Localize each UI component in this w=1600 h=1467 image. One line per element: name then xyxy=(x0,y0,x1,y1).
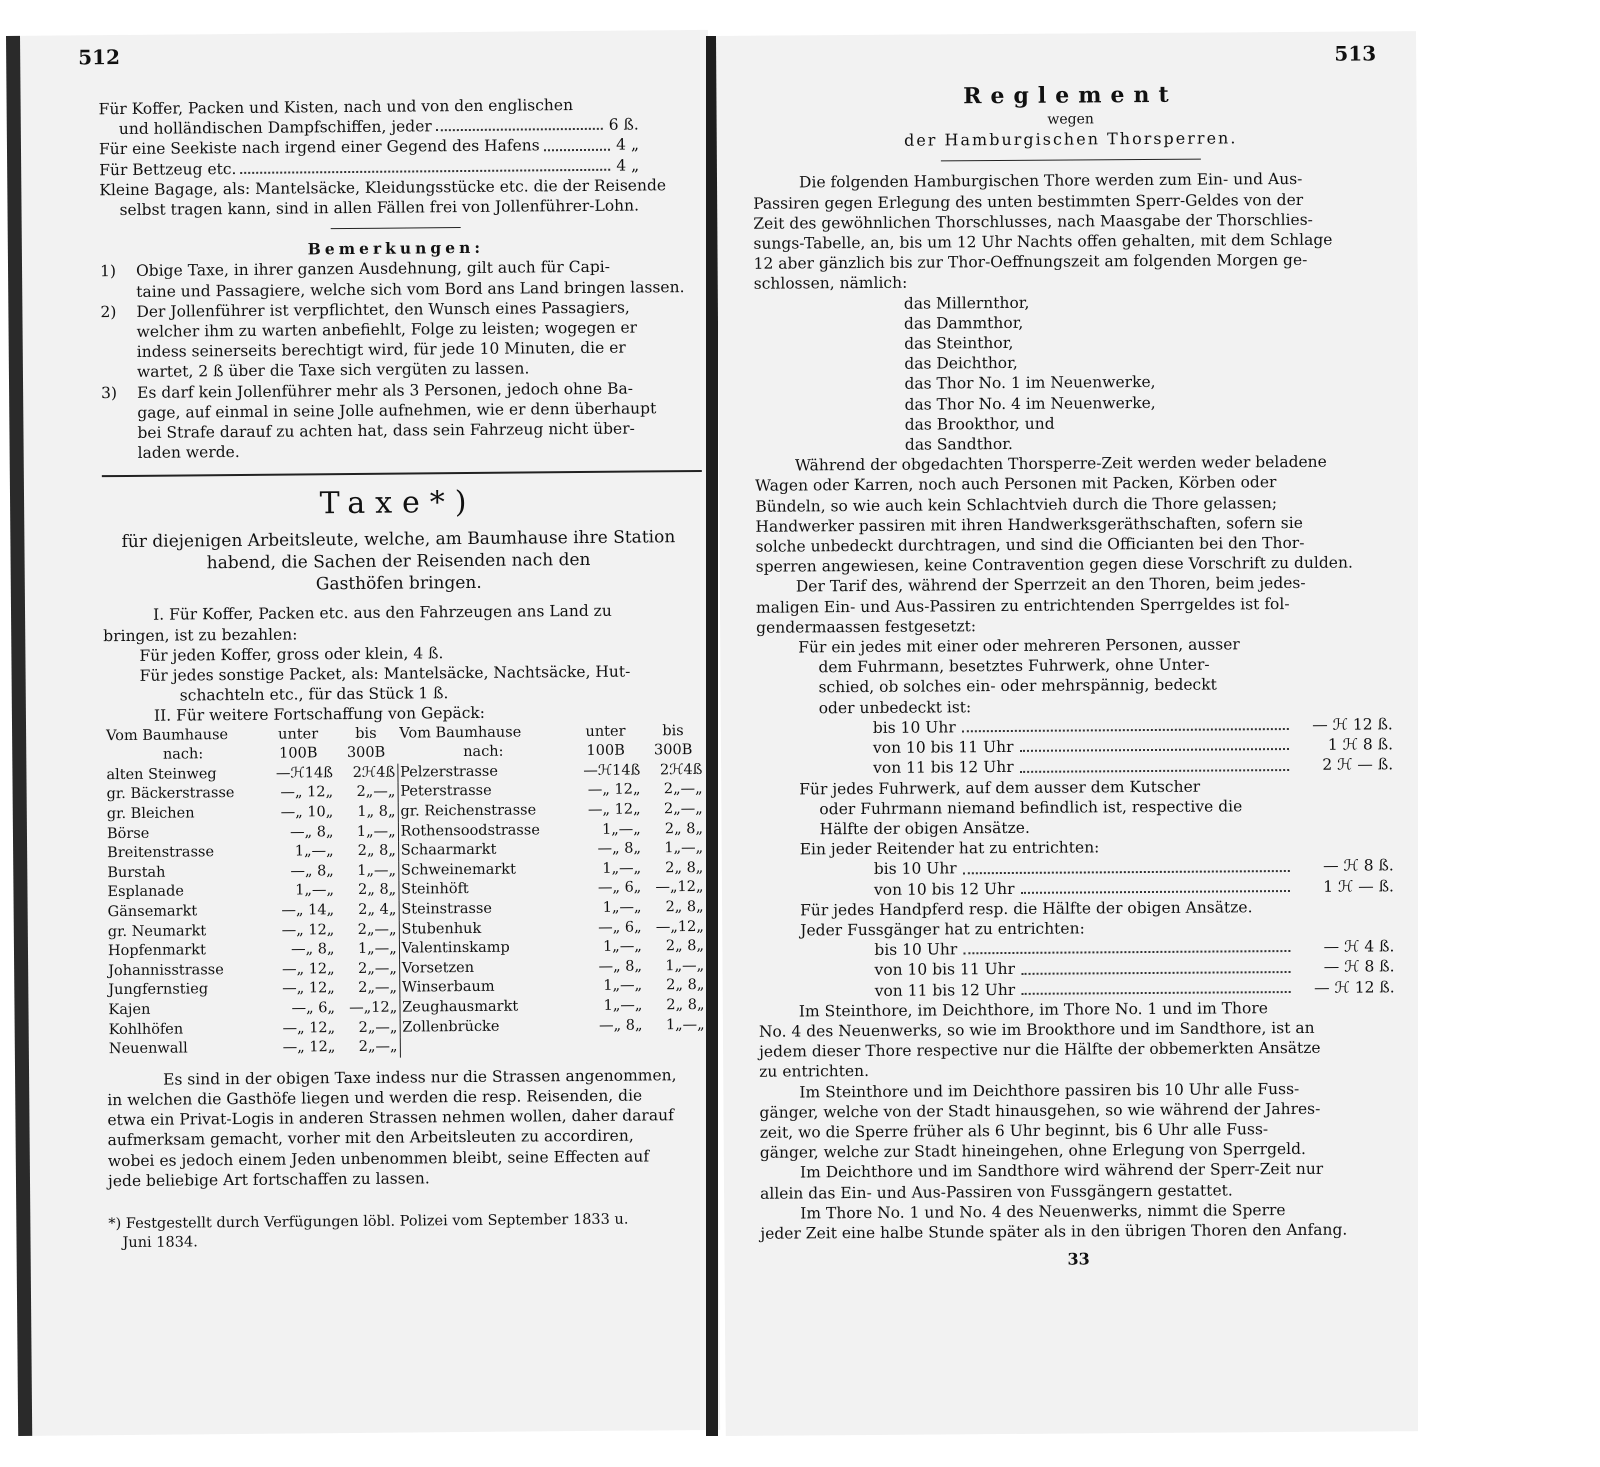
taxe-subtitle: habend, die Sachen der Reisenden nach den xyxy=(206,550,591,574)
rate-amount: 1 ℋ 8 ß. xyxy=(1327,735,1394,754)
paragraph-free-passage xyxy=(759,1078,1396,1163)
paragraph-line: Wagen oder Karren, noch auch Personen mit Packen, Körben oder xyxy=(755,473,1277,496)
price-upto-cell: 2„ 8„ xyxy=(665,859,704,877)
price-under-cell: —„ 6„ xyxy=(291,1000,336,1017)
small-baggage-line: selbst tragen kann, sind in allen Fällen frei von Jollenführer-Lohn. xyxy=(119,196,640,220)
destination-cell: Neuenwall xyxy=(108,1040,188,1058)
rate-amount: — ℋ 8 ß. xyxy=(1323,957,1395,977)
paragraph-line: Jeder Fussgänger hat zu entrichten: xyxy=(800,919,1085,940)
taxe-title: Taxe*) xyxy=(319,485,477,522)
price-upto-cell: 1„—„ xyxy=(665,1016,705,1033)
paragraph-line: Handwerker passiren mit ihren Handwerksgeräthschaften, sofern sie xyxy=(755,513,1303,536)
intro-line: Zeit des gewöhnlichen Thorschlusses, nach Maasgabe der Thorschlies- xyxy=(753,210,1313,233)
rate-time: von 10 bis 12 Uhr xyxy=(873,879,1015,899)
price-upto-cell: 2„ 8„ xyxy=(666,996,705,1014)
destination-cell: Gänsemarkt xyxy=(107,903,198,921)
price-under-cell: —„ 12„ xyxy=(282,1039,336,1056)
remark-item xyxy=(100,256,692,302)
rate-time: bis 10 Uhr xyxy=(874,940,958,960)
gate-item: das Thor No. 1 im Neuenwerke, xyxy=(904,373,1156,394)
destination-cell: Hopfenmarkt xyxy=(107,942,206,960)
rate-amount: — ℋ 12 ß. xyxy=(1312,715,1393,734)
price-upto-cell: 1„—„ xyxy=(665,957,705,975)
col-header-to: nach: xyxy=(162,746,204,763)
paragraph-line: Für jedes Fuhrwerk, auf dem ausser dem Kutscher xyxy=(799,777,1201,798)
remark-line: welcher ihm zu warten anbefiehlt, Folge zu leisten; wogegen er xyxy=(136,318,638,341)
price-upto-cell: 1„ 8„ xyxy=(335,803,398,823)
divider-long xyxy=(102,470,702,477)
gate-item: das Thor No. 4 im Neuenwerke, xyxy=(904,393,1156,414)
divider xyxy=(331,227,461,229)
closing-line: in welchen die Gasthöfe liegen und werden die resp. Reisenden, die xyxy=(107,1086,643,1110)
paragraph-line: zeit, wo die Sperre früher als 6 Uhr beginnt, bis 6 Uhr alle Fuss- xyxy=(759,1120,1269,1142)
rate-time: von 11 bis 12 Uhr xyxy=(873,758,1014,778)
price-under-cell: 1„—„ xyxy=(602,899,642,916)
price-under-cell: 1„—„ xyxy=(295,882,335,899)
paragraph-line: maligen Ein- und Aus-Passiren zu entrichtenden Sperrgeldes ist fol- xyxy=(755,594,1290,617)
price-under-cell: 1„—„ xyxy=(603,977,643,995)
signature-mark: 33 xyxy=(1067,1249,1090,1269)
price-under-cell: 1„—„ xyxy=(294,843,334,860)
paragraph-line: Im Steinthore und im Deichthore passiren bis 10 Uhr alle Fuss- xyxy=(799,1079,1300,1101)
price-under-cell: —„ 12„ xyxy=(280,784,334,802)
remark-item xyxy=(101,378,694,464)
intro-line: sungs-Tabelle, an, bis um 12 Uhr Nachts offen gehalten, mit dem Schlage xyxy=(753,230,1333,253)
price-under-cell: —„ 6„ xyxy=(598,919,642,936)
rate-row xyxy=(800,876,1394,900)
fee-list xyxy=(99,94,692,220)
taxe-subtitle: Gasthöfen bringen. xyxy=(315,573,482,595)
col-header-weight: 300B xyxy=(346,744,386,762)
closing-paragraph xyxy=(107,1065,700,1191)
paragraph-line: dem Fuhrmann, besetztes Fuhrwerk, ohne Unter- xyxy=(818,655,1210,677)
small-baggage-line: Kleine Bagage, als: Mantelsäcke, Kleidungsstücke etc. die der Reisende xyxy=(99,176,667,200)
col-header-weight: 100B xyxy=(279,745,318,762)
destination-cell: Schweinemarkt xyxy=(400,861,516,879)
destination-cell: Zollenbrücke xyxy=(402,1018,500,1036)
price-under-cell: —„ 8„ xyxy=(290,862,334,880)
paragraph-later-start xyxy=(760,1199,1396,1244)
price-upto-cell: 2„—„ xyxy=(337,1038,400,1058)
price-upto-cell: —„12„ xyxy=(655,918,704,935)
closing-line: aufmerksam gemacht, vorher mit den Arbeitsleuten zu accordiren, xyxy=(107,1126,634,1150)
paragraph-line: Für jedes Handpferd resp. die Hälfte der obigen Ansätze. xyxy=(800,897,1253,920)
remark-line: bei Strafe darauf zu achten hat, dass sein Fahrzeug nicht über- xyxy=(137,419,635,442)
destination-cell: Steinstrasse xyxy=(401,900,493,918)
paragraph-line: Während der obgedachten Thorsperre-Zeit werden weder beladene xyxy=(794,452,1327,475)
remark-line: Obige Taxe, in ihrer ganzen Ausdehnung, gilt auch für Capi- xyxy=(135,258,611,281)
remark-number: 3) xyxy=(101,383,118,402)
price-upto-cell: 2„—„ xyxy=(337,1018,400,1038)
price-under-cell: 1„—„ xyxy=(603,997,643,1014)
remark-line: Es darf kein Jollenführer mehr als 3 Personen, jedoch ohne Ba- xyxy=(137,379,634,402)
intro-line: schlossen, nämlich: xyxy=(753,274,908,294)
remark-line: indess seinerseits berechtigt wird, für jede 10 Minuten, die er xyxy=(136,338,626,362)
destination-cell: Steinhöft xyxy=(401,881,469,899)
paragraph-line: Hälfte der obigen Ansätze. xyxy=(819,818,1030,839)
fee-amount: 6 ß. xyxy=(608,115,639,134)
price-upto-cell: 2„—„ xyxy=(336,920,399,940)
rate-amount: 1 ℋ — ß. xyxy=(1323,876,1395,896)
remark-number: 1) xyxy=(99,262,117,281)
paragraph-line: No. 4 des Neuenwerks, so wie im Brookthore und im Sandthore, ist an xyxy=(758,1018,1315,1041)
price-upto-cell: 2„—„ xyxy=(663,781,703,798)
right-page xyxy=(716,31,1426,1436)
destination-cell: Pelzerstrasse xyxy=(400,763,498,781)
fee-amount: 4 „ xyxy=(616,135,640,155)
remarks-heading: Bemerkungen: xyxy=(307,238,485,259)
col-header-weight: 100B xyxy=(586,742,625,760)
price-upto-cell: 2„ 8„ xyxy=(666,977,705,994)
rate-time: bis 10 Uhr xyxy=(873,859,957,879)
closing-line: wobei es jedoch einem Jeden unbenommen bleibt, seine Effecten auf xyxy=(107,1147,650,1170)
col-header-upto: bis xyxy=(355,725,377,742)
intro-paragraph xyxy=(753,169,1390,295)
destination-cell: Stubenhuk xyxy=(401,920,482,938)
col-header-upto: bis xyxy=(662,722,684,739)
book-gutter xyxy=(706,36,718,1436)
paragraph-tariff xyxy=(756,573,1392,638)
remarks-list xyxy=(100,256,694,463)
rate-time: bis 10 Uhr xyxy=(872,718,956,737)
price-under-cell: —„ 6„ xyxy=(597,879,642,897)
paragraph-line: Für ein jedes mit einer oder mehreren Personen, ausser xyxy=(798,635,1240,657)
destination-cell: Breitenstrasse xyxy=(107,844,215,862)
rate-time: von 10 bis 11 Uhr xyxy=(872,738,1014,758)
divider xyxy=(941,159,1201,162)
table-body xyxy=(104,761,707,1060)
destination-cell: Vorsetzen xyxy=(401,959,475,977)
section-heading: I. Für Koffer, Packen etc. aus den Fahrzeugen ans Land zu xyxy=(152,602,612,625)
intro-line: 12 aber gänzlich bis zur Thor-Oeffnungszeit am folgenden Morgen ge- xyxy=(753,251,1308,273)
price-upto-cell: 2„ 8„ xyxy=(664,820,704,837)
remark-line: wartet, 2 ß über die Taxe sich vergüten zu lassen. xyxy=(136,359,530,382)
remark-item xyxy=(100,297,693,383)
section-item: Für jedes sonstige Packet, als: Mantelsäcke, Nachtsäcke, Hut- xyxy=(139,662,631,685)
paragraph-line: gänger, welche von der Stadt hinausgehen, so wie während der Jahres- xyxy=(759,1099,1321,1122)
price-upto-cell: 2„ 8„ xyxy=(665,938,705,955)
price-under-cell xyxy=(572,1036,645,1056)
destination-cell: gr. Neumarkt xyxy=(107,922,207,940)
fee-line: Für Koffer, Packen und Kisten, nach und von den englischen xyxy=(98,96,574,119)
price-under-cell: —„ 12„ xyxy=(281,921,335,939)
price-under-cell: —„ 12„ xyxy=(282,980,335,998)
paragraph-line: solche unbedeckt durchtragen, und sind die Officianten bei den Thor- xyxy=(755,533,1305,556)
price-upto-cell: 2„—„ xyxy=(337,979,400,999)
price-under-cell: —„ 12„ xyxy=(281,960,335,978)
paragraph-line: gendermaassen festgesetzt: xyxy=(756,617,977,637)
paragraph-half-rates xyxy=(759,997,1396,1082)
section-item: Für jeden Koffer, gross oder klein, 4 ß. xyxy=(139,644,444,665)
destination-cell: gr. Bäckerstrasse xyxy=(106,785,235,803)
rate-row xyxy=(799,755,1393,779)
col-header-under: unter xyxy=(585,723,626,740)
table-row xyxy=(107,1035,707,1060)
footnote-line: Juni 1834. xyxy=(122,1234,198,1252)
price-upto-cell: 2„ 8„ xyxy=(336,842,399,862)
price-upto-cell: 1„—„ xyxy=(336,940,399,960)
remark-line: Der Jollenführer ist verpflichtet, den Wunsch eines Passagiers, xyxy=(136,298,630,321)
background-margin xyxy=(1418,36,1596,1436)
paragraph-restrictions xyxy=(755,452,1392,578)
destination-cell: Johannisstrasse xyxy=(108,961,224,979)
vehicle-section xyxy=(756,633,1395,1001)
taxe-subtitle: für diejenigen Arbeitsleute, welche, am Baumhause ihre Station xyxy=(121,527,676,553)
paragraph-line: Im Steinthore, im Deichthore, im Thore No. 1 und im Thore xyxy=(798,998,1268,1021)
rate-time: von 11 bis 12 Uhr xyxy=(874,980,1016,1000)
price-upto-cell: 2„—„ xyxy=(335,783,398,803)
destination-cell: gr. Bleichen xyxy=(106,805,195,823)
fee-label: Für Bettzeug etc. xyxy=(99,159,237,179)
col-header-to: nach: xyxy=(463,743,504,761)
gate-item: das Dammthor, xyxy=(903,313,1024,333)
transport-fee-table xyxy=(104,722,707,1060)
price-under-cell: —„ 12„ xyxy=(282,1019,336,1037)
closing-line: Es sind in der obigen Taxe indess nur die Strassen angenommen, xyxy=(163,1065,677,1089)
reglement-subtitle: der Hamburgischen Thorsperren. xyxy=(903,128,1238,150)
paragraph-line: schied, ob solches ein- oder mehrspännig, bedeckt xyxy=(818,676,1217,697)
destination-cell: Jungfernstieg xyxy=(108,981,209,999)
price-upto-cell: 2ℋ4ß xyxy=(335,763,398,783)
destination-cell: Schaarmarkt xyxy=(400,841,497,859)
col-header-under: unter xyxy=(278,725,319,743)
closing-line: jede beliebige Art fortschaffen zu lassen. xyxy=(107,1169,430,1190)
remark-line: taine und Passagiere, welche sich vom Bord ans Land bringen lassen. xyxy=(136,277,685,301)
price-under-cell: —„ 8„ xyxy=(291,941,335,958)
gate-item: das Sandthor. xyxy=(904,434,1013,454)
col-header-from: Vom Baumhause xyxy=(106,726,229,744)
remark-line: gage, auf einmal in seine Jolle aufnehmen, wie er denn überhaupt xyxy=(137,399,657,422)
price-under-cell: —„ 8„ xyxy=(289,823,334,841)
fee-label: Für eine Seekiste nach irgend einer Gegend des Hafens xyxy=(98,136,540,159)
price-upto-cell: 2„ 8„ xyxy=(665,898,704,916)
price-upto-cell: 1„—„ xyxy=(335,822,398,842)
intro-line: Passiren gegen Erlegung des unten bestimmten Sperr-Geldes von der xyxy=(753,190,1304,213)
price-upto-cell: 2„—„ xyxy=(337,959,400,979)
price-upto-cell: 2„—„ xyxy=(663,800,703,818)
price-upto-cell: 1„—„ xyxy=(664,840,704,857)
rate-amount: — ℋ 4 ß. xyxy=(1323,937,1395,956)
footnote xyxy=(108,1210,700,1253)
destination-cell: Rothensoodstrasse xyxy=(400,822,540,840)
paragraph-line: Der Tarif des, während der Sperrzeit an den Thoren, beim jedes- xyxy=(795,574,1306,596)
price-upto-cell: 1„—„ xyxy=(336,861,399,881)
col-header-weight: 300B xyxy=(653,742,693,759)
gate-item: das Millernthor, xyxy=(903,293,1030,313)
fee-amount: 4 „ xyxy=(616,156,640,175)
book-spread xyxy=(6,36,1592,1436)
destination-cell: Valentinskamp xyxy=(401,939,510,957)
paragraph-line: Im Thore No. 1 und No. 4 des Neuenwerks, nimmt die Sperre xyxy=(800,1200,1286,1223)
destination-cell: Zeughausmarkt xyxy=(402,998,519,1016)
rate-amount: — ℋ 8 ß. xyxy=(1322,856,1394,876)
remark-line: laden werde. xyxy=(137,443,240,463)
destination-cell: gr. Reichenstrasse xyxy=(400,802,537,820)
destination-cell: Kajen xyxy=(108,1001,151,1019)
section-heading: II. Für weitere Fortschaffung von Gepäck: xyxy=(153,704,486,726)
destination-cell: Peterstrasse xyxy=(400,783,492,801)
gate-list xyxy=(754,290,1391,456)
paragraph-line: allein das Ein- und Aus-Passiren von Fussgängern gestattet. xyxy=(760,1180,1233,1203)
reglement-title: Reglement xyxy=(963,81,1178,110)
price-upto-cell: 2„ 8„ xyxy=(336,881,399,901)
destination-cell: Esplanade xyxy=(107,883,184,901)
destination-cell: alten Steinweg xyxy=(106,766,217,784)
price-upto-cell xyxy=(645,1035,707,1055)
left-page xyxy=(6,30,720,1436)
paragraph-line: jedem dieser Thore respective nur die Hälfte der obbemerkten Ansätze xyxy=(759,1038,1321,1061)
price-under-cell: —ℋ14ß xyxy=(275,765,333,782)
gate-item: das Deichthor, xyxy=(904,354,1018,373)
intro-line: Die folgenden Hamburgischen Thore werden zum Ein- und Aus- xyxy=(798,170,1303,192)
reglement-subtitle: wegen xyxy=(1047,111,1094,128)
destination-cell: Kohlhöfen xyxy=(108,1021,184,1038)
paragraph-line: oder unbedeckt ist: xyxy=(818,697,972,717)
price-under-cell: 1„—„ xyxy=(602,860,642,877)
paragraph-line: Im Deichthore und im Sandthore wird während der Sperr-Zeit nur xyxy=(799,1160,1324,1182)
paragraph-line: Ein jeder Reitender hat zu entrichten: xyxy=(799,838,1100,859)
rate-amount: 2 ℋ — ß. xyxy=(1322,755,1394,775)
price-under-cell: —„ 8„ xyxy=(599,1017,643,1034)
gate-item: das Steinthor, xyxy=(904,333,1014,353)
col-header-from: Vom Baumhause xyxy=(399,724,522,742)
rate-amount: — ℋ 12 ß. xyxy=(1313,977,1395,997)
price-upto-cell: 2ℋ4ß xyxy=(659,761,703,779)
price-under-cell: —„ 14„ xyxy=(281,902,335,919)
price-under-cell: —„ 12„ xyxy=(587,801,641,818)
gate-item: das Brookthor, und xyxy=(904,414,1055,434)
paragraph-line: Bündeln, so wie auch kein Schlachtvieh durch die Thore gelassen; xyxy=(755,493,1278,516)
paragraph-pedestrians-only xyxy=(760,1159,1396,1204)
paragraph-line: jeder Zeit eine halbe Stunde später als in den übrigen Thoren den Anfang. xyxy=(760,1220,1348,1243)
price-under-cell: —„ 8„ xyxy=(597,840,642,858)
rate-row xyxy=(801,977,1395,1001)
price-under-cell: 1„—„ xyxy=(602,938,642,956)
fee-label: und holländischen Dampfschiffen, jeder xyxy=(118,117,432,139)
price-upto-cell: —„12„ xyxy=(655,879,704,896)
paragraph-line: oder Fuhrmann niemand befindlich ist, respective die xyxy=(819,797,1243,818)
destination-cell xyxy=(400,1036,572,1057)
price-under-cell: —„ 8„ xyxy=(598,958,643,975)
price-upto-cell: 2„ 4„ xyxy=(336,901,399,921)
price-under-cell: —ℋ14ß xyxy=(583,762,641,779)
destination-cell: Börse xyxy=(106,825,150,842)
remark-number: 2) xyxy=(100,302,117,322)
price-under-cell: —„ 10„ xyxy=(280,804,334,821)
closing-line: etwa ein Privat-Logis in anderen Strassen nehmen wollen, daher darauf xyxy=(107,1106,674,1130)
section-heading: bringen, ist zu bezahlen: xyxy=(103,625,298,645)
paragraph-line: sperren angewiesen, keine Contravention gegen diese Vorschrift zu dulden. xyxy=(755,553,1353,577)
page-number-left: 512 xyxy=(78,45,121,70)
footnote-line: *) Festgestellt durch Verfügungen löbl. Polizei vom September 1833 u. xyxy=(108,1211,629,1233)
section-item: schachteln etc., für das Stück 1 ß. xyxy=(179,684,449,705)
rate-time: von 10 bis 11 Uhr xyxy=(874,960,1016,980)
paragraph-line: zu entrichten. xyxy=(759,1062,870,1082)
price-under-cell: 1„—„ xyxy=(601,821,641,838)
destination-cell: Burstah xyxy=(107,864,166,881)
price-under-cell: —„ 12„ xyxy=(587,781,641,799)
price-upto-cell: —„12„ xyxy=(337,999,400,1019)
page-number-right: 513 xyxy=(1334,41,1377,66)
destination-cell: Winserbaum xyxy=(401,979,495,996)
paragraph-line: gänger, welche zur Stadt hineingehen, ohne Erlegung von Sperrgeld. xyxy=(759,1140,1307,1162)
